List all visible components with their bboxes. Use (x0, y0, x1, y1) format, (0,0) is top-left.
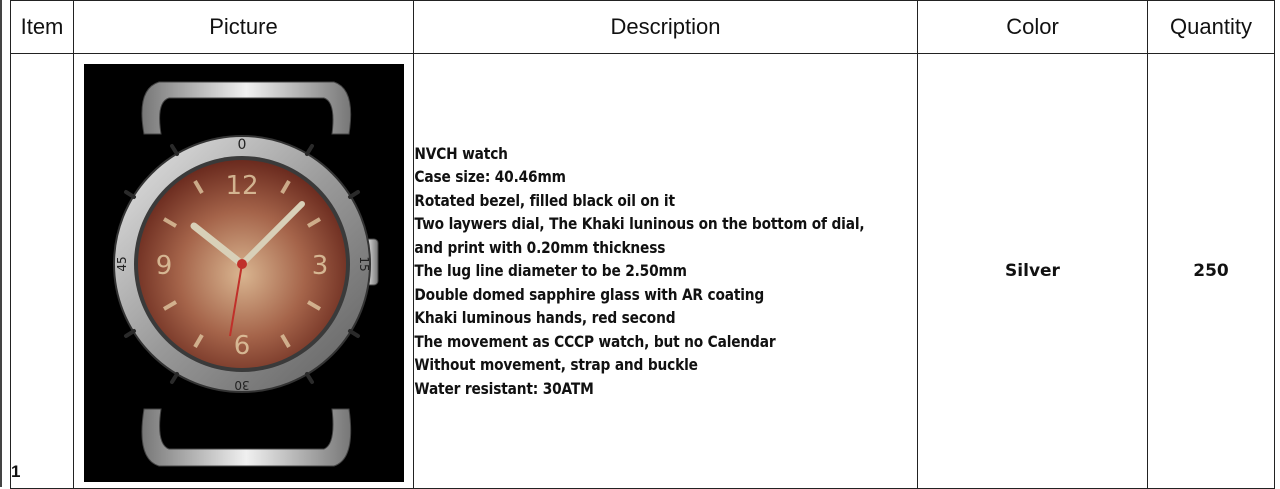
description-line: Rotated bezel, filled black oil on it (413, 190, 675, 210)
description-line: Case size: 40.46mm (413, 167, 566, 187)
description-line: The movement as CCCP watch, but no Calendar (413, 331, 775, 351)
bezel-numeral: 45 (115, 256, 129, 272)
header-color: Color (918, 1, 1148, 54)
dial-numeral: 9 (155, 251, 173, 281)
description-line: Double domed sapphire glass with AR coating (413, 284, 764, 304)
header-description: Description (414, 1, 918, 54)
hand-pivot (237, 259, 247, 269)
item-cell (11, 54, 74, 489)
header-picture: Picture (74, 1, 414, 54)
picture-cell (74, 54, 414, 489)
description-line: Water resistant: 30ATM (413, 378, 594, 398)
watch-picture (84, 64, 404, 482)
spec-table (10, 0, 1275, 489)
bottom-lug (142, 409, 351, 466)
color-value: Silver (1005, 261, 1060, 281)
table-row (11, 54, 1275, 489)
dial-numeral: 12 (225, 171, 259, 201)
description-cell (413, 54, 864, 489)
header-row (11, 1, 1275, 54)
header-quantity: Quantity (1148, 1, 1275, 54)
dial-numeral: 6 (233, 331, 251, 361)
description-line: Khaki luminous hands, red second (413, 308, 675, 328)
description-line: and print with 0.20mm thickness (413, 237, 665, 257)
item-number: 1 (11, 462, 21, 481)
watch-illustration (84, 64, 404, 482)
description-line: NVCH watch (413, 143, 508, 163)
bezel-numeral: 0 (237, 137, 247, 153)
description-line: Two laywers dial, The Khaki luninous on the bottom of dial, (413, 214, 864, 234)
header-item: Item (11, 1, 74, 54)
quantity-value: 250 (1193, 261, 1229, 281)
top-lug (142, 82, 351, 134)
scan-edge (0, 0, 2, 487)
bezel-numeral: 30 (234, 378, 250, 392)
quantity-cell (1148, 54, 1275, 489)
description-line: Without movement, strap and buckle (413, 355, 698, 375)
bezel-numeral: 15 (357, 256, 371, 272)
dial-numeral: 3 (311, 251, 329, 281)
description-text (413, 142, 864, 401)
description-line: The lug line diameter to be 2.50mm (413, 261, 687, 281)
color-cell (918, 54, 1148, 489)
